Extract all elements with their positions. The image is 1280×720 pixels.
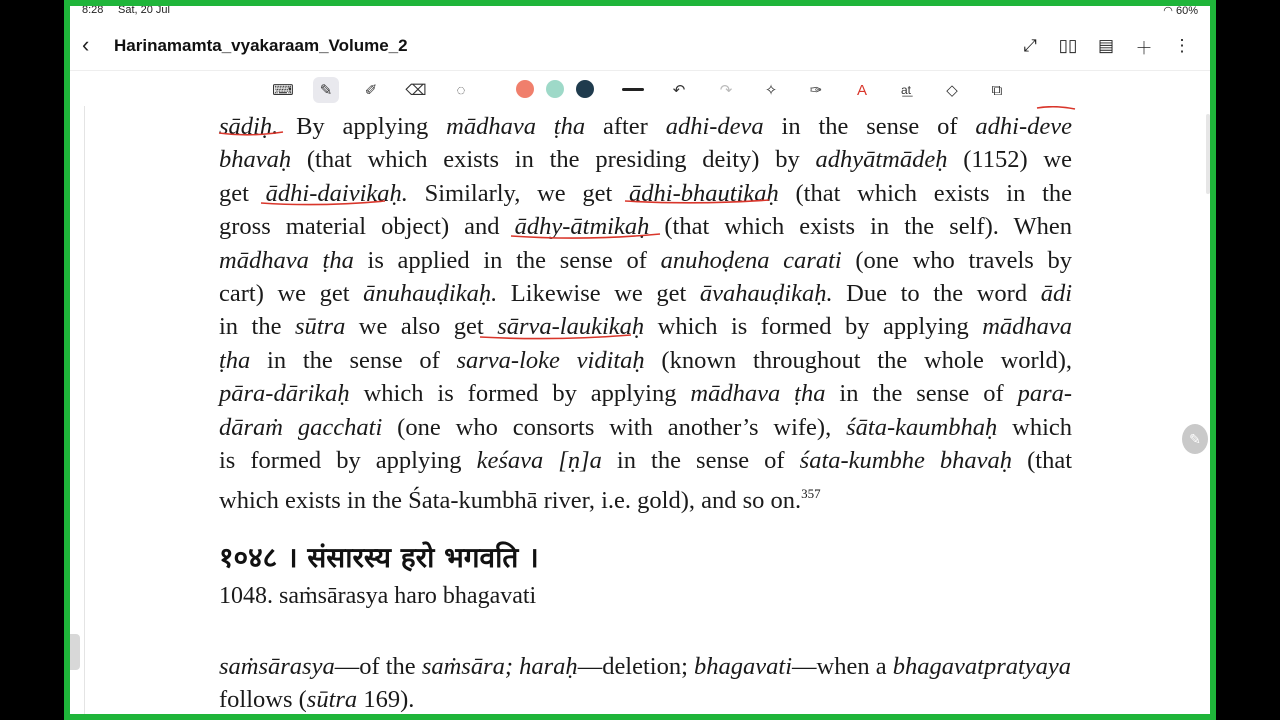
text-line xyxy=(219,143,1072,176)
text: follows ( xyxy=(219,686,307,714)
term: ṭha xyxy=(219,346,251,374)
text-line xyxy=(219,344,1072,377)
redo-icon[interactable]: ↷ xyxy=(719,82,733,99)
text: in the sense of xyxy=(763,113,976,140)
text: (one who travels by xyxy=(841,246,1072,274)
text: —when a xyxy=(792,653,893,680)
term: pratyaya xyxy=(983,653,1072,680)
text-line xyxy=(219,244,1072,277)
color-swatch-coral[interactable] xyxy=(516,80,534,98)
word-gloss xyxy=(219,650,1072,714)
text: which xyxy=(997,413,1073,441)
title-bar xyxy=(70,26,1210,68)
term: sūtra xyxy=(294,313,346,341)
keyboard-icon[interactable]: ⌨ xyxy=(272,82,294,99)
pdf-page[interactable] xyxy=(84,106,1210,714)
text: which exists in the Śata-kumbhā river, i.e. gold), and so on. xyxy=(219,487,802,515)
term: ādhi-bhautikaḥ xyxy=(629,179,779,207)
term: ādhy-ātmikaḥ xyxy=(514,213,650,241)
text: get xyxy=(219,179,266,207)
term: mādhava ṭha xyxy=(219,246,354,274)
clip-icon[interactable]: ⧉ xyxy=(991,81,1003,99)
color-swatch-mint[interactable] xyxy=(546,80,564,98)
text: cart) we get xyxy=(219,280,364,308)
text-line xyxy=(219,477,1072,517)
text-box-icon[interactable]: a͟t xyxy=(900,83,911,97)
text: is formed by applying xyxy=(219,447,477,475)
text: in the sense of xyxy=(825,380,1018,408)
term: mādhava ṭha xyxy=(446,113,586,140)
text: which is formed by applying xyxy=(644,313,983,341)
text: (that which exists in the presiding deity) by xyxy=(291,146,816,174)
term: keśava [ṇ]a xyxy=(476,447,602,475)
term: bhagavat xyxy=(892,653,984,680)
sutra-heading: १०४८ । संसारस्य हरो भगवति । xyxy=(219,541,539,574)
chevron-left-icon[interactable]: ‹ xyxy=(82,32,90,57)
text-line xyxy=(219,310,1072,343)
term: sādiḥ. xyxy=(219,113,279,140)
term: sarva-loke viditaḥ xyxy=(456,346,645,374)
term: śata-kumbhe bhavaḥ xyxy=(799,447,1013,475)
term: saṁsāra; haraḥ xyxy=(421,653,578,680)
body-paragraph xyxy=(219,110,1072,518)
text-line xyxy=(219,444,1072,477)
text: By applying xyxy=(278,113,447,140)
status-right xyxy=(1163,6,1198,17)
title-actions xyxy=(1018,34,1194,58)
term: adhyātmādeḥ xyxy=(815,146,948,174)
app-screen xyxy=(70,6,1210,714)
status-bar xyxy=(70,6,1210,20)
undo-icon[interactable]: ↶ xyxy=(672,82,686,99)
term: bhagavati xyxy=(694,653,793,680)
side-panel-tab[interactable] xyxy=(70,634,80,670)
text: in the xyxy=(219,313,295,341)
text: Likewise we get xyxy=(497,280,700,308)
text: (that which exists in the xyxy=(778,179,1072,207)
term: para- xyxy=(1017,380,1073,408)
text: after xyxy=(585,113,666,140)
term: anuhoḍena carati xyxy=(660,246,842,274)
more-icon[interactable]: ⋮ xyxy=(1173,36,1191,55)
text: Similarly, we get xyxy=(407,179,630,207)
color-swatch-navy[interactable] xyxy=(576,80,594,98)
text: (that xyxy=(1012,447,1073,475)
eraser-icon[interactable]: ⌫ xyxy=(405,82,427,99)
text-line xyxy=(219,277,1072,310)
text: —of the xyxy=(334,653,422,680)
text: Due to the word xyxy=(832,280,1041,308)
text: 169). xyxy=(357,686,415,714)
text: in the sense of xyxy=(250,346,457,374)
text-pen-icon[interactable]: ✑ xyxy=(809,82,823,99)
term: dāraṁ gacchati xyxy=(219,413,383,441)
annotation-toolbar xyxy=(70,70,1210,107)
text: is applied in the sense of xyxy=(353,246,661,274)
term: sūtra xyxy=(306,686,358,714)
text-line xyxy=(219,177,1072,210)
term: ānuhauḍikaḥ. xyxy=(363,280,498,308)
term: adhi-deve xyxy=(975,113,1073,140)
text-style-icon[interactable]: A xyxy=(856,81,867,99)
text: in the sense of xyxy=(601,447,800,475)
term: mādhava ṭha xyxy=(690,380,826,408)
pencil-handle-icon[interactable]: ✎ xyxy=(1182,424,1208,454)
term: śāta-kaumbhaḥ xyxy=(846,413,998,441)
text-line xyxy=(219,411,1072,444)
term: adhi-deva xyxy=(665,113,764,140)
shapes-icon[interactable]: ◇ xyxy=(946,82,958,99)
footnote-ref[interactable]: 357 xyxy=(801,486,821,502)
text: which is formed by applying xyxy=(349,380,691,408)
text: (known throughout the whole world), xyxy=(644,346,1073,374)
wifi-icon: ◠ xyxy=(1163,6,1173,17)
shape-pen-icon[interactable]: ✧ xyxy=(764,82,778,99)
text-line xyxy=(219,110,1072,143)
text-line xyxy=(219,210,1072,243)
text: (that which exists in the self). When xyxy=(649,213,1072,241)
text: (1152) we xyxy=(947,146,1072,174)
term: bhavaḥ xyxy=(219,146,292,174)
text: gross material object) and xyxy=(219,213,515,241)
text-line xyxy=(219,653,984,680)
term: ādhi-daivikaḥ. xyxy=(265,179,408,207)
term: āvahauḍikaḥ. xyxy=(699,280,833,308)
sutra-transliteration: 1048. saṁsārasya haro bhagavati xyxy=(219,583,537,609)
book-icon[interactable]: ▯▯ xyxy=(1058,36,1078,55)
term: sārva-laukikaḥ xyxy=(497,313,645,341)
term: pāra-dārikaḥ xyxy=(219,380,350,408)
battery-level: 60% xyxy=(1175,6,1198,17)
term: mādhava xyxy=(982,313,1073,341)
expand-icon[interactable]: ⤢ xyxy=(1023,36,1037,55)
lasso-icon[interactable]: ◌ xyxy=(456,81,466,99)
highlighter-icon[interactable]: ✐ xyxy=(364,82,378,99)
outline-icon[interactable]: ▤ xyxy=(1097,36,1115,55)
term: saṁsārasya xyxy=(219,653,335,680)
document-title: Harinamamta_vyakaraam_Volume_2 xyxy=(114,36,408,55)
text: —deletion; xyxy=(577,653,695,680)
status-date: Sat, 20 Jul xyxy=(118,6,170,16)
text: we also get xyxy=(345,313,498,341)
plus-icon[interactable]: ＋ xyxy=(1135,38,1153,58)
term: ādi xyxy=(1040,280,1072,308)
ink-underline xyxy=(1037,107,1075,109)
status-time: 8:28 xyxy=(82,6,104,16)
pen-icon[interactable]: ✎ xyxy=(313,77,339,103)
text: (one who consorts with another’s wife), xyxy=(382,413,847,441)
text-line xyxy=(219,377,1072,410)
scrollbar[interactable] xyxy=(1206,114,1210,194)
stroke-width-icon[interactable] xyxy=(622,88,644,91)
